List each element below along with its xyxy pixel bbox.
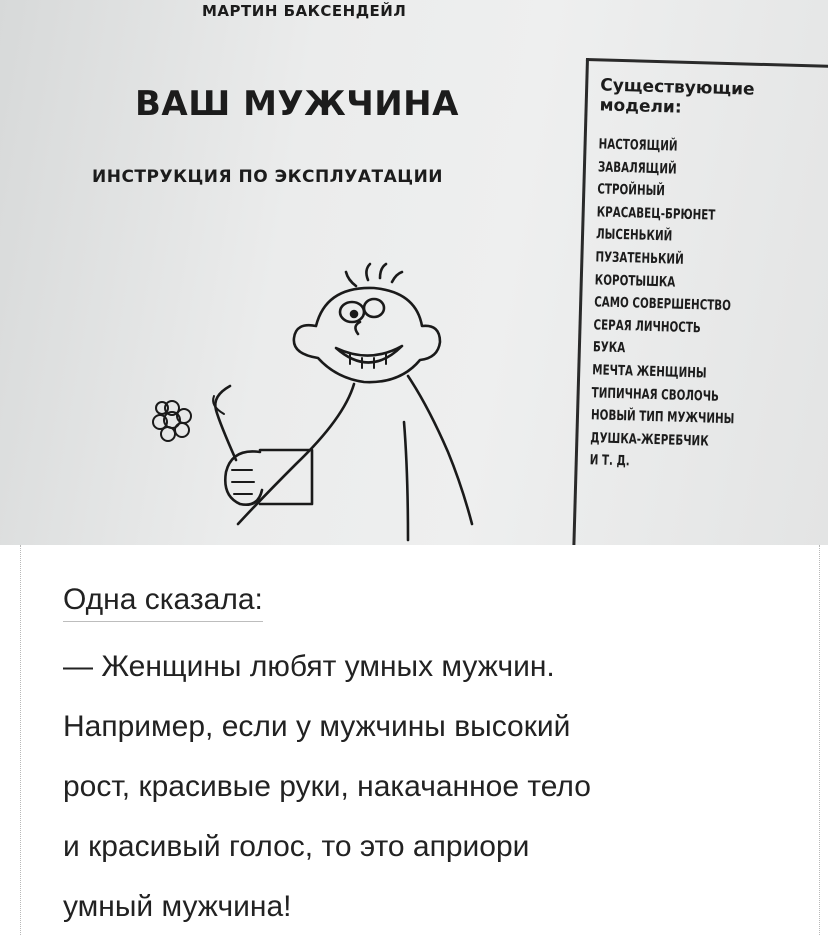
fingers [232,470,254,494]
model-item: И Т. Д. [589,452,630,470]
model-item: БУКА [592,339,626,357]
hand [225,451,262,504]
quote-line: и красивый голос, то это априори [63,830,530,863]
model-item: СТРОЙНЫЙ [597,181,666,200]
leaf [213,396,224,414]
quote-line: умный мужчина! [63,890,292,923]
quote-line: рост, красивые руки, накачанное тело [63,770,591,803]
cartoon-man-with-flower [140,262,480,545]
quote-line: Например, если у мужчины высокий [63,710,571,743]
model-item: НОВЫЙ ТИП МУЖЧИНЫ [590,407,735,428]
pupil [351,311,357,317]
nose [355,322,360,334]
flower-stem [215,386,236,460]
hair-stroke [366,264,370,280]
model-item: ТИПИЧНАЯ СВОЛОЧЬ [591,384,720,405]
arm-line [404,422,408,540]
quote-line: — Женщины любят умных мужчин. [63,650,555,683]
sleeve [260,450,312,504]
model-item: КОРОТЫШКА [594,271,676,291]
model-item: САМО СОВЕРШЕНСТВО [593,294,732,315]
model-item: КРАСАВЕЦ-БРЮНЕТ [596,204,716,224]
models-box [572,58,828,545]
book-subtitle: ИНСТРУКЦИЯ ПО ЭКСПЛУАТАЦИИ [92,167,444,187]
book-title: ВАШ МУЖЧИНА [135,84,459,124]
model-item: ЗАВАЛЯЩИЙ [597,158,677,178]
models-heading: Существующие модели: [599,75,755,118]
book-author: МАРТИН БАКСЕНДЕЙЛ [202,2,407,20]
hair-stroke [346,272,356,286]
quote-heading: Одна сказала: [63,583,263,622]
model-item: ПУЗАТЕНЬКИЙ [595,249,684,268]
quote-card [20,545,820,935]
model-item: ЛЫСЕНЬКИЙ [595,226,673,245]
body-right-line [408,376,472,524]
model-item: ДУШКА-ЖЕРЕБЧИК [590,429,709,450]
flower-icon [153,401,191,441]
model-item: НАСТОЯЩИЙ [598,136,678,155]
quote-body [63,637,803,937]
model-item: СЕРАЯ ЛИЧНОСТЬ [593,317,701,337]
smile [336,346,402,363]
model-item: МЕЧТА ЖЕНЩИНЫ [592,362,707,382]
hair-stroke [392,272,402,282]
models-list [589,133,773,477]
hair-stroke [380,264,386,278]
eye-icon [364,299,384,317]
